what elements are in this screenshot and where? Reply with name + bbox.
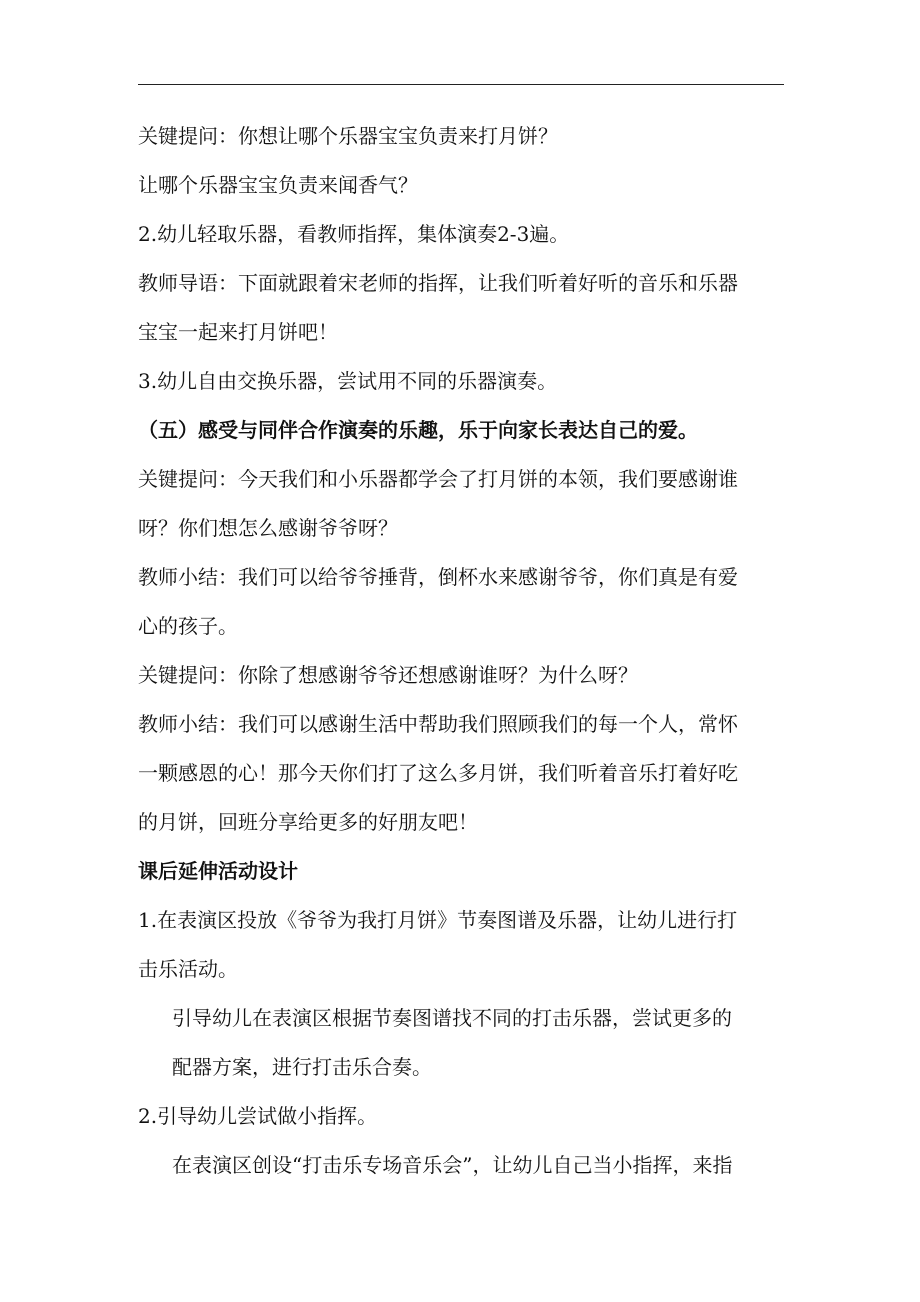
paragraph-line: 配器方案，进行打击乐合奏。 bbox=[172, 1055, 432, 1079]
paragraph-line: 宝宝一起来打月饼吧！ bbox=[138, 320, 338, 344]
section-heading: （五）感受与同伴合作演奏的乐趣，乐于向家长表达自己的爱。 bbox=[138, 418, 698, 442]
paragraph-line: 关键提问：你除了想感谢爷爷还想感谢谁呀？为什么呀？ bbox=[138, 663, 638, 687]
paragraph-line: 关键提问：你想让哪个乐器宝宝负责来打月饼？ bbox=[138, 124, 558, 148]
paragraph-line: 让哪个乐器宝宝负责来闻香气？ bbox=[138, 173, 418, 197]
paragraph-line: 在表演区创设“打击乐专场音乐会”，让幼儿自己当小指挥，来指 bbox=[172, 1153, 733, 1177]
paragraph-line: 2.引导幼儿尝试做小指挥。 bbox=[138, 1104, 378, 1128]
paragraph-line: 一颗感恩的心！那今天你们打了这么多月饼，我们听着音乐打着好吃 bbox=[138, 761, 738, 785]
document-body bbox=[138, 112, 788, 1190]
section-heading: 课后延伸活动设计 bbox=[138, 859, 298, 883]
paragraph-line: 2.幼儿轻取乐器，看教师指挥，集体演奏2-3遍。 bbox=[138, 222, 570, 246]
paragraph-line: 心的孩子。 bbox=[138, 614, 238, 638]
paragraph-line: 引导幼儿在表演区根据节奏图谱找不同的打击乐器，尝试更多的 bbox=[172, 1006, 732, 1030]
header-rule bbox=[138, 84, 784, 85]
paragraph-line: 呀？你们想怎么感谢爷爷呀？ bbox=[138, 516, 398, 540]
paragraph-line: 3.幼儿自由交换乐器，尝试用不同的乐器演奏。 bbox=[138, 369, 558, 393]
paragraph-line: 1.在表演区投放《爷爷为我打月饼》节奏图谱及乐器，让幼儿进行打 bbox=[138, 908, 738, 932]
paragraph-line: 的月饼，回班分享给更多的好朋友吧！ bbox=[138, 810, 478, 834]
paragraph-line: 击乐活动。 bbox=[138, 957, 238, 981]
paragraph-line: 教师小结：我们可以感谢生活中帮助我们照顾我们的每一个人，常怀 bbox=[138, 712, 738, 736]
paragraph-line: 教师小结：我们可以给爷爷捶背，倒杯水来感谢爷爷，你们真是有爱 bbox=[138, 565, 738, 589]
paragraph-line: 关键提问：今天我们和小乐器都学会了打月饼的本领，我们要感谢谁 bbox=[138, 467, 738, 491]
paragraph-line: 教师导语：下面就跟着宋老师的指挥，让我们听着好听的音乐和乐器 bbox=[138, 271, 738, 295]
